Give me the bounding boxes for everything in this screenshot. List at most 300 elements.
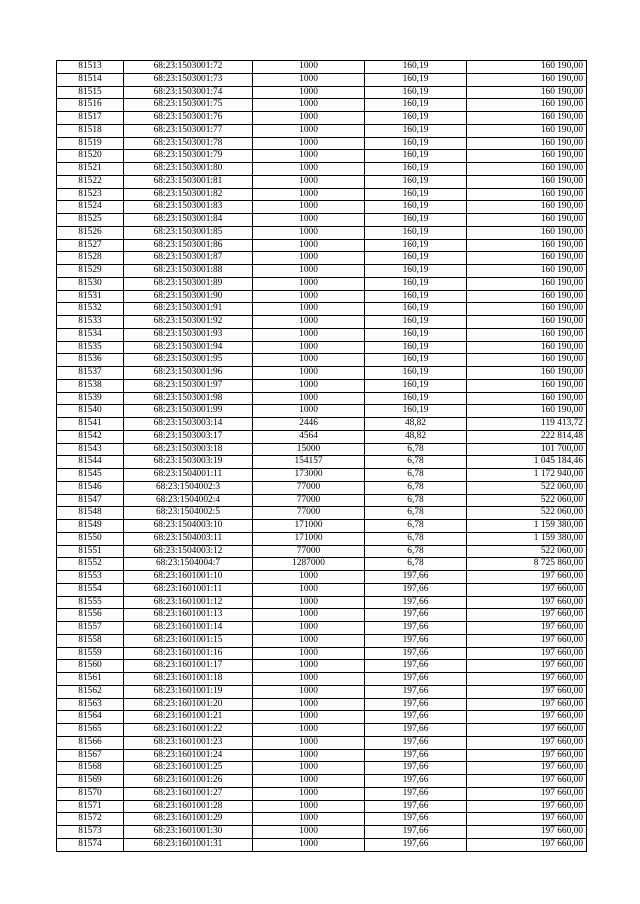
table-row	[57, 647, 587, 660]
cadastral-number-cell: 68:23:1504002:4	[124, 494, 253, 507]
area-cell: 1000	[253, 137, 365, 150]
area-cell: 1000	[253, 749, 365, 762]
cadastral-number-cell: 68:23:1504002:5	[124, 507, 253, 520]
table-row	[57, 316, 587, 329]
specific-value-cell: 197,66	[365, 711, 467, 724]
area-cell: 1000	[253, 163, 365, 176]
cadastral-number-cell: 68:23:1601001:10	[124, 571, 253, 584]
specific-value-cell: 160,19	[365, 354, 467, 367]
row-number-cell: 81573	[57, 826, 124, 839]
area-cell: 1000	[253, 392, 365, 405]
specific-value-cell: 160,19	[365, 265, 467, 278]
table-row	[57, 609, 587, 622]
row-number-cell: 81572	[57, 813, 124, 826]
table-row	[57, 392, 587, 405]
specific-value-cell: 197,66	[365, 775, 467, 788]
cadastral-number-cell: 68:23:1504003:11	[124, 532, 253, 545]
cadastral-number-cell: 68:23:1503001:73	[124, 73, 253, 86]
specific-value-cell: 160,19	[365, 290, 467, 303]
specific-value-cell: 48,82	[365, 418, 467, 431]
row-number-cell: 81567	[57, 749, 124, 762]
area-cell: 1000	[253, 673, 365, 686]
area-cell: 1000	[253, 622, 365, 635]
area-cell: 1000	[253, 736, 365, 749]
cadastral-number-cell: 68:23:1601001:14	[124, 622, 253, 635]
row-number-cell: 81517	[57, 112, 124, 125]
cadastral-number-cell: 68:23:1601001:17	[124, 660, 253, 673]
area-cell: 1000	[253, 634, 365, 647]
row-number-cell: 81539	[57, 392, 124, 405]
row-number-cell: 81514	[57, 73, 124, 86]
row-number-cell: 81531	[57, 290, 124, 303]
document-page	[56, 60, 586, 852]
row-number-cell: 81553	[57, 571, 124, 584]
table-body	[57, 61, 587, 852]
table-row	[57, 290, 587, 303]
cadastral-value-cell: 197 660,00	[467, 711, 587, 724]
row-number-cell: 81552	[57, 558, 124, 571]
specific-value-cell: 160,19	[365, 328, 467, 341]
table-row	[57, 61, 587, 74]
specific-value-cell: 6,78	[365, 481, 467, 494]
area-cell: 1000	[253, 124, 365, 137]
cadastral-value-cell: 197 660,00	[467, 736, 587, 749]
table-row	[57, 341, 587, 354]
cadastral-value-cell: 522 060,00	[467, 545, 587, 558]
table-row	[57, 494, 587, 507]
cadastral-value-cell: 160 190,00	[467, 150, 587, 163]
cadastral-value-cell: 160 190,00	[467, 354, 587, 367]
table-row	[57, 571, 587, 584]
specific-value-cell: 160,19	[365, 367, 467, 380]
area-cell: 1000	[253, 188, 365, 201]
table-row	[57, 379, 587, 392]
row-number-cell: 81529	[57, 265, 124, 278]
table-row	[57, 775, 587, 788]
area-cell: 1000	[253, 698, 365, 711]
cadastral-number-cell: 68:23:1503001:72	[124, 61, 253, 74]
row-number-cell: 81566	[57, 736, 124, 749]
row-number-cell: 81535	[57, 341, 124, 354]
cadastral-value-cell: 197 660,00	[467, 787, 587, 800]
row-number-cell: 81570	[57, 787, 124, 800]
cadastral-number-cell: 68:23:1601001:11	[124, 583, 253, 596]
cadastral-number-cell: 68:23:1601001:15	[124, 634, 253, 647]
cadastral-number-cell: 68:23:1503001:91	[124, 303, 253, 316]
specific-value-cell: 197,66	[365, 571, 467, 584]
row-number-cell: 81516	[57, 99, 124, 112]
area-cell: 1000	[253, 290, 365, 303]
cadastral-value-cell: 160 190,00	[467, 201, 587, 214]
area-cell: 1000	[253, 303, 365, 316]
specific-value-cell: 160,19	[365, 226, 467, 239]
table-row	[57, 405, 587, 418]
cadastral-value-cell: 160 190,00	[467, 73, 587, 86]
cadastral-number-cell: 68:23:1503001:88	[124, 265, 253, 278]
specific-value-cell: 197,66	[365, 826, 467, 839]
cadastral-number-cell: 68:23:1601001:22	[124, 724, 253, 737]
row-number-cell: 81513	[57, 61, 124, 74]
specific-value-cell: 160,19	[365, 252, 467, 265]
table-row	[57, 545, 587, 558]
row-number-cell: 81530	[57, 277, 124, 290]
cadastral-value-cell: 160 190,00	[467, 99, 587, 112]
cadastral-number-cell: 68:23:1503001:79	[124, 150, 253, 163]
row-number-cell: 81561	[57, 673, 124, 686]
table-row	[57, 736, 587, 749]
cadastral-value-cell: 160 190,00	[467, 316, 587, 329]
area-cell: 1000	[253, 787, 365, 800]
table-row	[57, 800, 587, 813]
area-cell: 1000	[253, 73, 365, 86]
table-row	[57, 698, 587, 711]
row-number-cell: 81540	[57, 405, 124, 418]
cadastral-value-cell: 160 190,00	[467, 252, 587, 265]
specific-value-cell: 197,66	[365, 634, 467, 647]
specific-value-cell: 160,19	[365, 86, 467, 99]
table-row	[57, 277, 587, 290]
cadastral-value-cell: 160 190,00	[467, 405, 587, 418]
specific-value-cell: 160,19	[365, 150, 467, 163]
specific-value-cell: 197,66	[365, 596, 467, 609]
area-cell: 1000	[253, 367, 365, 380]
cadastral-value-cell: 522 060,00	[467, 481, 587, 494]
cadastral-number-cell: 68:23:1601001:31	[124, 838, 253, 851]
row-number-cell: 81528	[57, 252, 124, 265]
cadastral-number-cell: 68:23:1503001:89	[124, 277, 253, 290]
table-row	[57, 520, 587, 533]
cadastral-number-cell: 68:23:1601001:13	[124, 609, 253, 622]
row-number-cell: 81555	[57, 596, 124, 609]
area-cell: 1000	[253, 596, 365, 609]
cadastral-value-cell: 522 060,00	[467, 494, 587, 507]
area-cell: 1000	[253, 214, 365, 227]
specific-value-cell: 197,66	[365, 609, 467, 622]
cadastral-value-cell: 197 660,00	[467, 583, 587, 596]
table-row	[57, 443, 587, 456]
cadastral-number-cell: 68:23:1503001:94	[124, 341, 253, 354]
cadastral-number-cell: 68:23:1504003:12	[124, 545, 253, 558]
row-number-cell: 81544	[57, 456, 124, 469]
row-number-cell: 81559	[57, 647, 124, 660]
cadastral-value-cell: 160 190,00	[467, 392, 587, 405]
table-row	[57, 367, 587, 380]
specific-value-cell: 6,78	[365, 507, 467, 520]
specific-value-cell: 160,19	[365, 405, 467, 418]
area-cell: 1000	[253, 201, 365, 214]
specific-value-cell: 160,19	[365, 201, 467, 214]
cadastral-value-cell: 197 660,00	[467, 634, 587, 647]
cadastral-value-cell: 160 190,00	[467, 303, 587, 316]
area-cell: 1000	[253, 647, 365, 660]
cadastral-value-cell: 160 190,00	[467, 175, 587, 188]
row-number-cell: 81518	[57, 124, 124, 137]
table-row	[57, 787, 587, 800]
cadastral-number-cell: 68:23:1503001:84	[124, 214, 253, 227]
row-number-cell: 81549	[57, 520, 124, 533]
table-row	[57, 430, 587, 443]
cadastral-value-cell: 160 190,00	[467, 137, 587, 150]
specific-value-cell: 197,66	[365, 724, 467, 737]
specific-value-cell: 160,19	[365, 379, 467, 392]
specific-value-cell: 197,66	[365, 762, 467, 775]
table-row	[57, 711, 587, 724]
row-number-cell: 81562	[57, 685, 124, 698]
cadastral-value-cell: 160 190,00	[467, 61, 587, 74]
specific-value-cell: 6,78	[365, 545, 467, 558]
cadastral-value-cell: 522 060,00	[467, 507, 587, 520]
cadastral-number-cell: 68:23:1503001:95	[124, 354, 253, 367]
cadastral-number-cell: 68:23:1601001:30	[124, 826, 253, 839]
cadastral-number-cell: 68:23:1601001:27	[124, 787, 253, 800]
row-number-cell: 81557	[57, 622, 124, 635]
cadastral-value-cell: 160 190,00	[467, 290, 587, 303]
table-row	[57, 99, 587, 112]
table-row	[57, 86, 587, 99]
area-cell: 171000	[253, 520, 365, 533]
row-number-cell: 81522	[57, 175, 124, 188]
row-number-cell: 81547	[57, 494, 124, 507]
cadastral-value-cell: 197 660,00	[467, 826, 587, 839]
row-number-cell: 81524	[57, 201, 124, 214]
cadastral-number-cell: 68:23:1503001:74	[124, 86, 253, 99]
table-row	[57, 673, 587, 686]
area-cell: 1000	[253, 405, 365, 418]
row-number-cell: 81569	[57, 775, 124, 788]
area-cell: 1000	[253, 112, 365, 125]
cadastral-value-cell: 1 159 380,00	[467, 520, 587, 533]
table-row	[57, 532, 587, 545]
table-row	[57, 265, 587, 278]
cadastral-value-cell: 160 190,00	[467, 277, 587, 290]
cadastral-number-cell: 68:23:1503001:87	[124, 252, 253, 265]
cadastral-number-cell: 68:23:1601001:28	[124, 800, 253, 813]
table-row	[57, 596, 587, 609]
row-number-cell: 81574	[57, 838, 124, 851]
table-row	[57, 558, 587, 571]
cadastral-value-cell: 197 660,00	[467, 685, 587, 698]
row-number-cell: 81542	[57, 430, 124, 443]
area-cell: 1000	[253, 99, 365, 112]
cadastral-value-cell: 197 660,00	[467, 749, 587, 762]
table-row	[57, 583, 587, 596]
row-number-cell: 81565	[57, 724, 124, 737]
cadastral-number-cell: 68:23:1601001:24	[124, 749, 253, 762]
cadastral-value-cell: 160 190,00	[467, 239, 587, 252]
cadastral-number-cell: 68:23:1503001:78	[124, 137, 253, 150]
area-cell: 173000	[253, 469, 365, 482]
row-number-cell: 81563	[57, 698, 124, 711]
area-cell: 1000	[253, 685, 365, 698]
row-number-cell: 81550	[57, 532, 124, 545]
cadastral-value-cell: 119 413,72	[467, 418, 587, 431]
area-cell: 1000	[253, 239, 365, 252]
specific-value-cell: 197,66	[365, 749, 467, 762]
specific-value-cell: 160,19	[365, 341, 467, 354]
specific-value-cell: 48,82	[365, 430, 467, 443]
cadastral-number-cell: 68:23:1601001:18	[124, 673, 253, 686]
specific-value-cell: 160,19	[365, 137, 467, 150]
cadastral-value-cell: 160 190,00	[467, 86, 587, 99]
specific-value-cell: 160,19	[365, 392, 467, 405]
cadastral-value-cell: 1 045 184,46	[467, 456, 587, 469]
cadastral-number-cell: 68:23:1503001:77	[124, 124, 253, 137]
row-number-cell: 81534	[57, 328, 124, 341]
table-row	[57, 124, 587, 137]
cadastral-value-cell: 222 814,48	[467, 430, 587, 443]
row-number-cell: 81564	[57, 711, 124, 724]
table-row	[57, 749, 587, 762]
cadastral-number-cell: 68:23:1503001:83	[124, 201, 253, 214]
specific-value-cell: 197,66	[365, 685, 467, 698]
table-row	[57, 762, 587, 775]
area-cell: 2446	[253, 418, 365, 431]
specific-value-cell: 6,78	[365, 494, 467, 507]
area-cell: 1000	[253, 711, 365, 724]
cadastral-number-cell: 68:23:1503001:75	[124, 99, 253, 112]
cadastral-value-cell: 197 660,00	[467, 660, 587, 673]
area-cell: 1000	[253, 277, 365, 290]
cadastral-number-cell: 68:23:1601001:29	[124, 813, 253, 826]
table-row	[57, 838, 587, 851]
cadastral-number-cell: 68:23:1503001:98	[124, 392, 253, 405]
cadastral-number-cell: 68:23:1503001:96	[124, 367, 253, 380]
area-cell: 77000	[253, 481, 365, 494]
cadastral-value-cell: 197 660,00	[467, 596, 587, 609]
specific-value-cell: 160,19	[365, 316, 467, 329]
cadastral-value-cell: 197 660,00	[467, 571, 587, 584]
cadastral-value-cell: 1 159 380,00	[467, 532, 587, 545]
area-cell: 1000	[253, 150, 365, 163]
table-row	[57, 507, 587, 520]
cadastral-number-cell: 68:23:1504001:11	[124, 469, 253, 482]
cadastral-number-cell: 68:23:1503001:86	[124, 239, 253, 252]
cadastral-value-cell: 197 660,00	[467, 698, 587, 711]
row-number-cell: 81541	[57, 418, 124, 431]
cadastral-value-cell: 197 660,00	[467, 622, 587, 635]
table-row	[57, 685, 587, 698]
row-number-cell: 81558	[57, 634, 124, 647]
area-cell: 1000	[253, 571, 365, 584]
cadastral-number-cell: 68:23:1503001:93	[124, 328, 253, 341]
area-cell: 1000	[253, 175, 365, 188]
cadastral-value-cell: 160 190,00	[467, 163, 587, 176]
row-number-cell: 81520	[57, 150, 124, 163]
specific-value-cell: 197,66	[365, 660, 467, 673]
cadastral-value-cell: 197 660,00	[467, 775, 587, 788]
row-number-cell: 81560	[57, 660, 124, 673]
area-cell: 1000	[253, 724, 365, 737]
cadastral-number-cell: 68:23:1601001:26	[124, 775, 253, 788]
table-row	[57, 150, 587, 163]
cadastral-number-cell: 68:23:1503001:90	[124, 290, 253, 303]
table-row	[57, 137, 587, 150]
specific-value-cell: 6,78	[365, 469, 467, 482]
specific-value-cell: 160,19	[365, 188, 467, 201]
cadastral-number-cell: 68:23:1503003:18	[124, 443, 253, 456]
specific-value-cell: 197,66	[365, 698, 467, 711]
row-number-cell: 81519	[57, 137, 124, 150]
cadastral-value-cell: 1 172 940,00	[467, 469, 587, 482]
area-cell: 1000	[253, 328, 365, 341]
specific-value-cell: 6,78	[365, 456, 467, 469]
cadastral-number-cell: 68:23:1503001:80	[124, 163, 253, 176]
specific-value-cell: 6,78	[365, 443, 467, 456]
cadastral-value-cell: 160 190,00	[467, 112, 587, 125]
row-number-cell: 81546	[57, 481, 124, 494]
specific-value-cell: 197,66	[365, 647, 467, 660]
cadastral-value-table	[56, 60, 587, 852]
cadastral-value-cell: 197 660,00	[467, 800, 587, 813]
cadastral-number-cell: 68:23:1504003:10	[124, 520, 253, 533]
table-row	[57, 724, 587, 737]
row-number-cell: 81521	[57, 163, 124, 176]
table-row	[57, 418, 587, 431]
table-row	[57, 622, 587, 635]
specific-value-cell: 197,66	[365, 736, 467, 749]
specific-value-cell: 160,19	[365, 61, 467, 74]
cadastral-value-cell: 160 190,00	[467, 214, 587, 227]
row-number-cell: 81538	[57, 379, 124, 392]
specific-value-cell: 160,19	[365, 277, 467, 290]
cadastral-number-cell: 68:23:1601001:12	[124, 596, 253, 609]
cadastral-value-cell: 160 190,00	[467, 328, 587, 341]
area-cell: 1000	[253, 660, 365, 673]
cadastral-number-cell: 68:23:1504004:7	[124, 558, 253, 571]
specific-value-cell: 197,66	[365, 583, 467, 596]
row-number-cell: 81537	[57, 367, 124, 380]
area-cell: 1000	[253, 226, 365, 239]
area-cell: 1000	[253, 252, 365, 265]
table-row	[57, 112, 587, 125]
cadastral-number-cell: 68:23:1503003:19	[124, 456, 253, 469]
cadastral-value-cell: 160 190,00	[467, 124, 587, 137]
area-cell: 1000	[253, 341, 365, 354]
area-cell: 1000	[253, 61, 365, 74]
area-cell: 171000	[253, 532, 365, 545]
area-cell: 1000	[253, 813, 365, 826]
specific-value-cell: 197,66	[365, 838, 467, 851]
table-row	[57, 252, 587, 265]
cadastral-value-cell: 197 660,00	[467, 609, 587, 622]
row-number-cell: 81543	[57, 443, 124, 456]
specific-value-cell: 197,66	[365, 800, 467, 813]
table-row	[57, 175, 587, 188]
cadastral-number-cell: 68:23:1504002:3	[124, 481, 253, 494]
table-row	[57, 469, 587, 482]
specific-value-cell: 160,19	[365, 112, 467, 125]
cadastral-value-cell: 101 700,00	[467, 443, 587, 456]
area-cell: 1000	[253, 800, 365, 813]
table-row	[57, 201, 587, 214]
area-cell: 1287000	[253, 558, 365, 571]
row-number-cell: 81525	[57, 214, 124, 227]
row-number-cell: 81532	[57, 303, 124, 316]
cadastral-value-cell: 197 660,00	[467, 838, 587, 851]
cadastral-value-cell: 197 660,00	[467, 813, 587, 826]
area-cell: 1000	[253, 379, 365, 392]
specific-value-cell: 160,19	[365, 175, 467, 188]
cadastral-value-cell: 8 725 860,00	[467, 558, 587, 571]
row-number-cell: 81548	[57, 507, 124, 520]
row-number-cell: 81526	[57, 226, 124, 239]
table-row	[57, 163, 587, 176]
specific-value-cell: 197,66	[365, 813, 467, 826]
cadastral-number-cell: 68:23:1503001:97	[124, 379, 253, 392]
specific-value-cell: 160,19	[365, 163, 467, 176]
table-row	[57, 303, 587, 316]
specific-value-cell: 160,19	[365, 99, 467, 112]
